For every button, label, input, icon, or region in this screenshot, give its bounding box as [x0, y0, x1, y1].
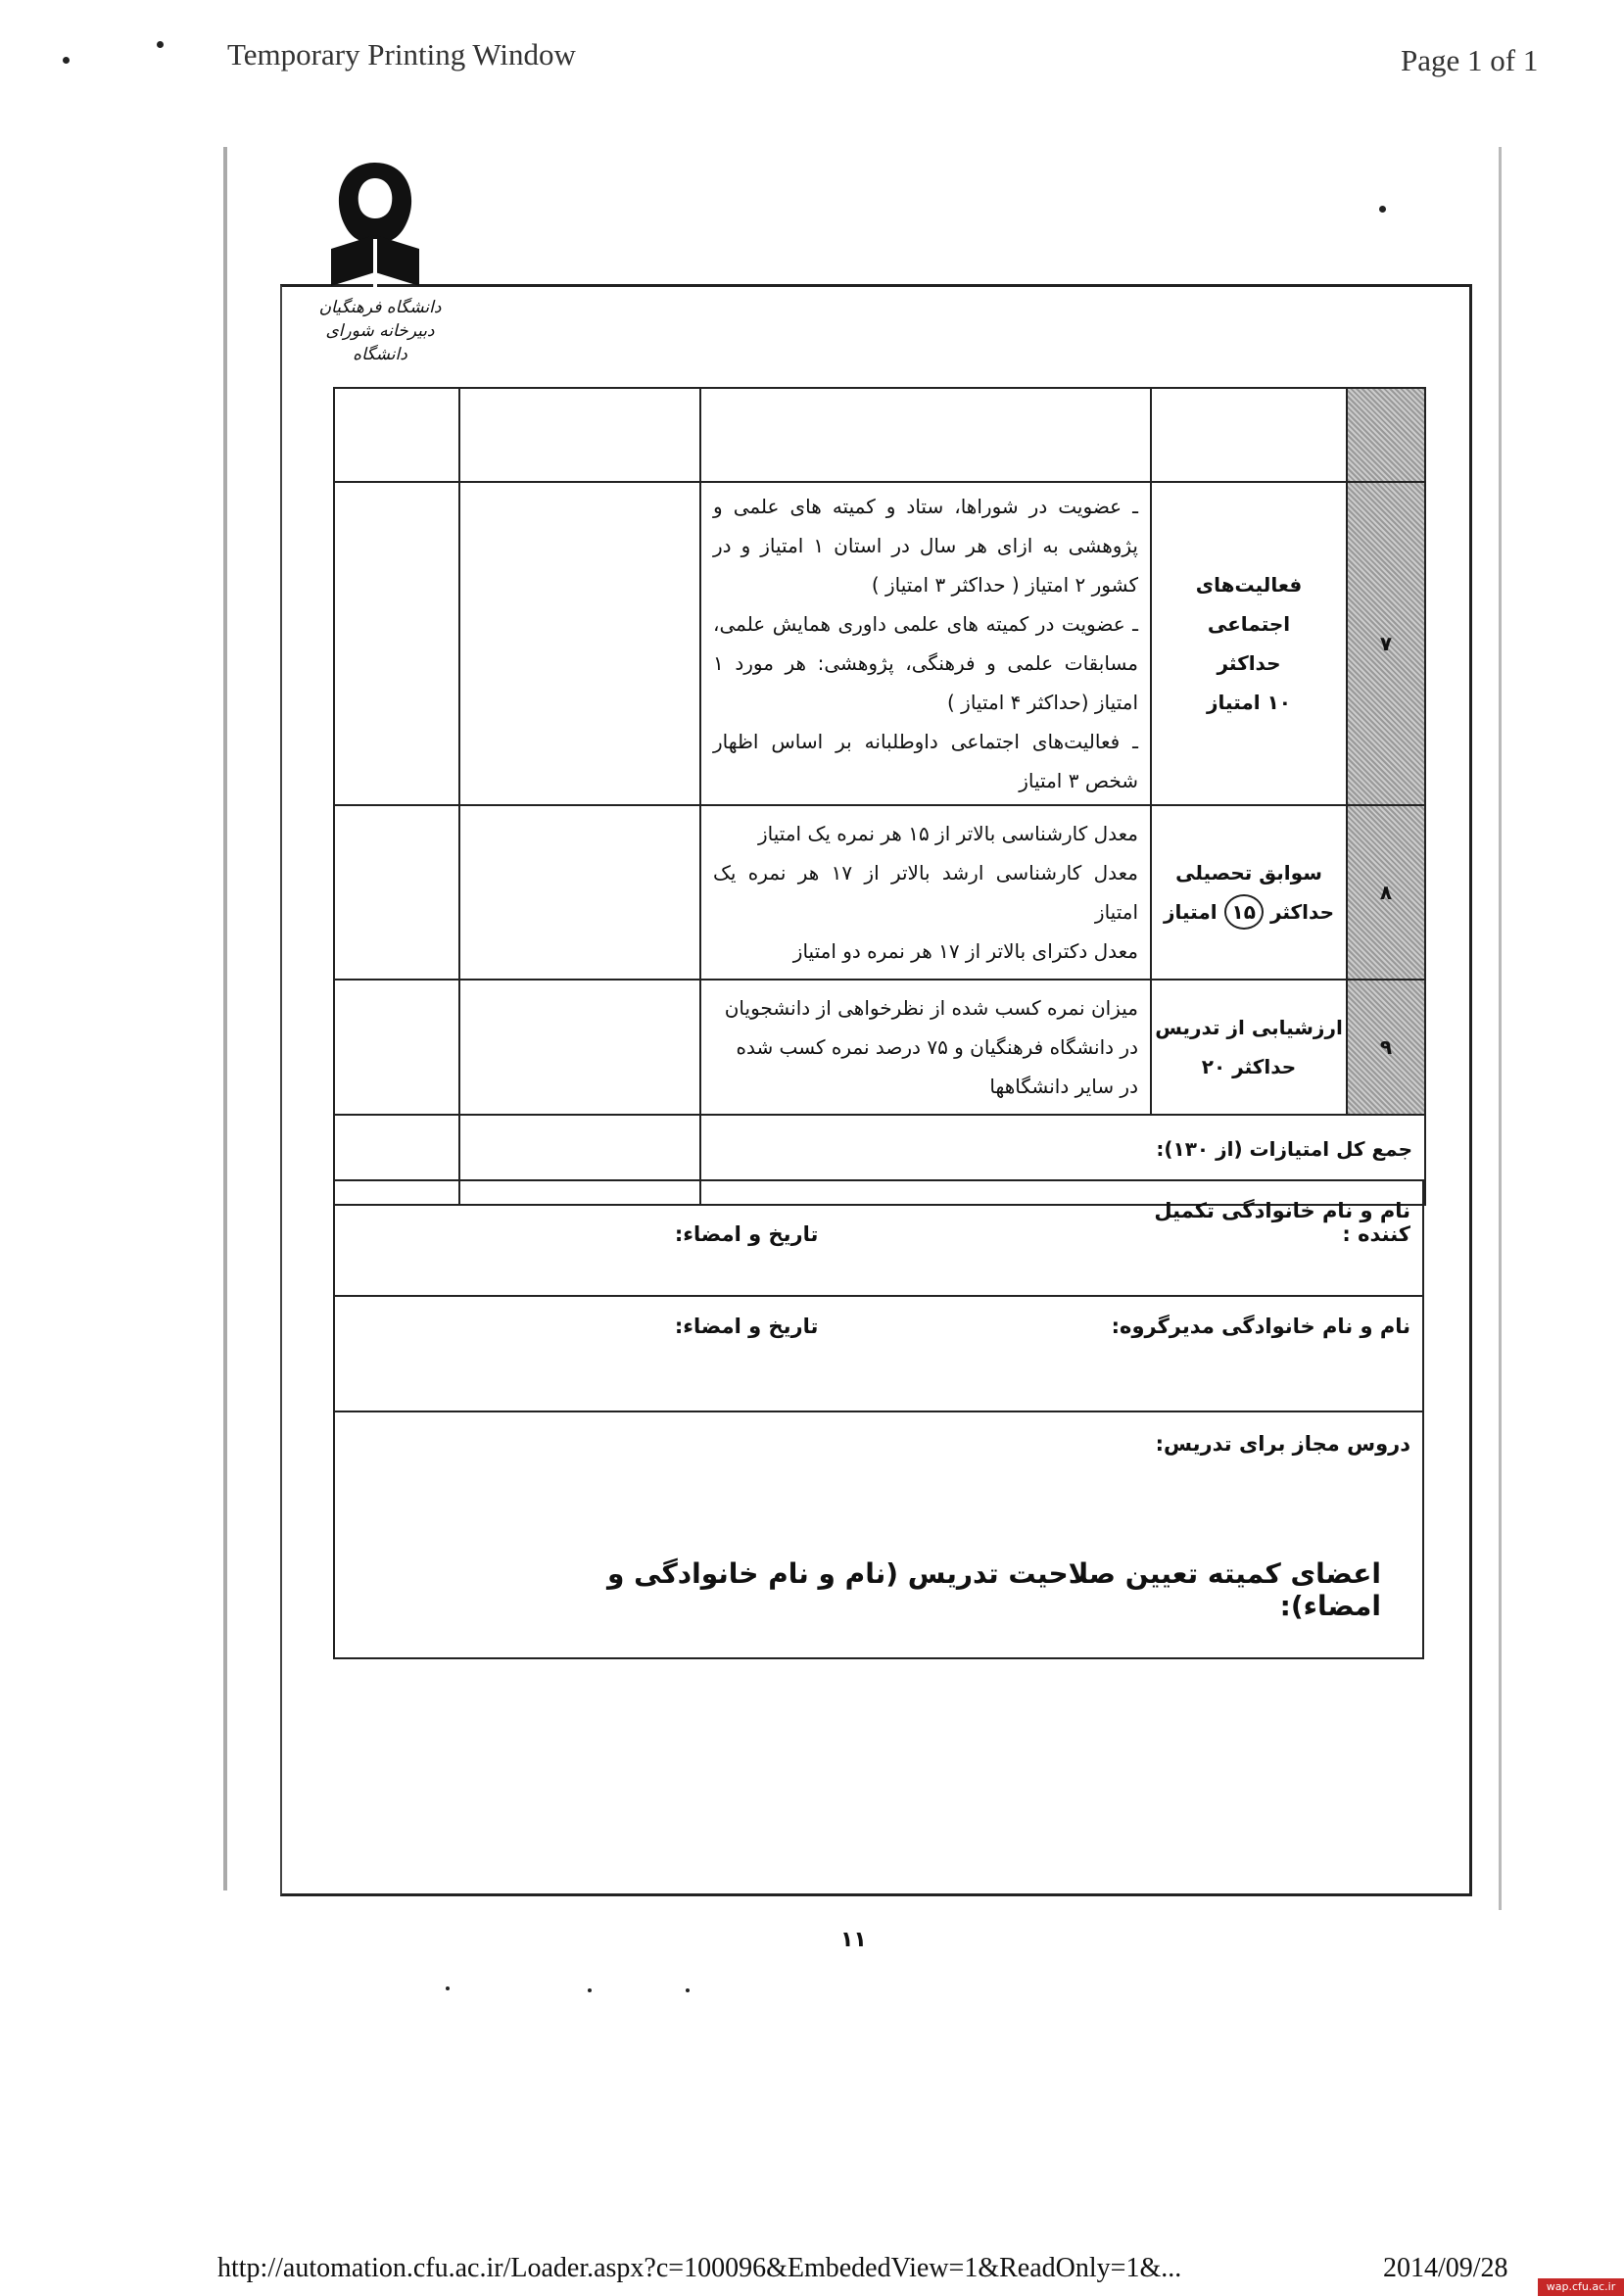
scan-speck — [588, 1988, 592, 1992]
criterion-social-activities: فعالیت‌های اجتماعی حداکثر ۱۰ امتیاز — [1151, 482, 1347, 805]
page-indicator: Page 1 of 1 — [1401, 43, 1539, 77]
scan-speck — [686, 1988, 690, 1992]
description-line: میزان نمره کسب شده از نظرخواهی از دانشجویان — [724, 996, 1138, 1020]
table-row — [334, 1296, 1423, 1411]
page-edge-right — [1499, 147, 1502, 1910]
table-row — [334, 388, 1425, 482]
completer-field — [334, 1180, 1423, 1296]
table-row — [334, 980, 1425, 1115]
description-line: ـ فعالیت‌های اجتماعی داوطلبانه بر اساس اظهار شخص ۳ امتیاز — [713, 730, 1138, 792]
scan-speck — [1379, 206, 1386, 213]
total-score-label: جمع کل امتیازات (از ۱۳۰): — [700, 1115, 1425, 1205]
description-line: در دانشگاه فرهنگیان و ۷۵ درصد نمره کسب شده — [736, 1035, 1138, 1059]
allowed-courses-label: دروس مجاز برای تدریس: — [334, 1411, 1423, 1658]
description-line: ـ عضویت در کمیته های علمی داوری همایش علمی، مسابقات علمی و فرهنگی، پژوهشی: هر مورد ۱ امتیاز (حداکثر ۴ امتیاز ) — [713, 612, 1138, 714]
print-date: 2014/09/28 — [1383, 2253, 1508, 2283]
university-logo-icon — [321, 155, 429, 302]
logo-caption-university: دانشگاه فرهنگیان — [318, 298, 442, 317]
criterion-teaching-evaluation: ارزشیابی از تدریس حداکثر ۲۰ — [1151, 980, 1347, 1115]
manager-name-label: نام و نام خانوادگی مدیرگروه: — [1111, 1315, 1410, 1338]
watermark-badge: wap.cfu.ac.ir — [1538, 2278, 1624, 2296]
row-number: ۸ — [1347, 805, 1425, 980]
table-row — [334, 805, 1425, 980]
criterion-academic-records: سوابق تحصیلی حداکثر ۱۵ امتیاز — [1151, 805, 1347, 980]
description-line: در سایر دانشگاهها — [989, 1075, 1138, 1098]
score-cell — [334, 388, 459, 482]
description-cell — [700, 388, 1151, 482]
score-cell — [459, 388, 700, 482]
scan-speck — [157, 41, 164, 48]
page-edge-left — [223, 147, 227, 1890]
criterion-description — [700, 482, 1151, 805]
completer-date-label: تاریخ و امضاء: — [674, 1222, 819, 1246]
source-url: http://automation.cfu.ac.ir/Loader.aspx?c=100096&EmbededView=1&ReadOnly=1&... — [217, 2253, 1182, 2283]
row-number: ۹ — [1347, 980, 1425, 1115]
print-window-title: Temporary Printing Window — [227, 37, 576, 72]
criterion-description — [700, 805, 1151, 980]
committee-members-label: اعضای کمیته تعیین صلاحیت تدریس (نام و نام خانوادگی و امضاء): — [606, 1557, 1381, 1622]
score-cell — [459, 805, 700, 980]
description-line: معدل دکترای بالاتر از ۱۷ هر نمره دو امتیاز — [792, 939, 1138, 963]
manager-date-label: تاریخ و امضاء: — [674, 1315, 819, 1338]
page-number: ۱۱ — [840, 1928, 867, 1952]
row-number: ۷ — [1347, 482, 1425, 805]
row-number-cell — [1347, 388, 1425, 482]
description-line: معدل کارشناسی ارشد بالاتر از ۱۷ هر نمره یک امتیاز — [713, 861, 1138, 924]
completer-name-label: نام و نام خانوادگی تکمیل کننده : — [1154, 1199, 1410, 1246]
scoring-table — [333, 387, 1426, 1206]
description-line: ـ عضویت در شوراها، ستاد و کمیته های علمی و پژوهشی به ازای هر سال در استان ۱ امتیاز و در کشور ۲ امتیاز ( حداکثر ۳ امتیاز ) — [713, 495, 1138, 597]
table-row — [334, 1180, 1423, 1296]
scan-speck — [446, 1986, 450, 1990]
circled-max-score: ۱۵ — [1224, 894, 1264, 930]
criterion-description — [700, 980, 1151, 1115]
criterion-cell — [1151, 388, 1347, 482]
logo-caption-secretariat: دبیرخانه شورای دانشگاه — [325, 321, 435, 364]
score-cell — [334, 482, 459, 805]
score-cell — [334, 980, 459, 1115]
table-row — [334, 482, 1425, 805]
manager-field — [334, 1296, 1423, 1411]
score-cell — [334, 805, 459, 980]
description-line: معدل کارشناسی بالاتر از ۱۵ هر نمره یک امتیاز — [758, 822, 1138, 845]
scan-speck — [63, 57, 70, 64]
score-cell — [459, 980, 700, 1115]
score-cell — [459, 482, 700, 805]
logo-caption — [311, 296, 449, 366]
